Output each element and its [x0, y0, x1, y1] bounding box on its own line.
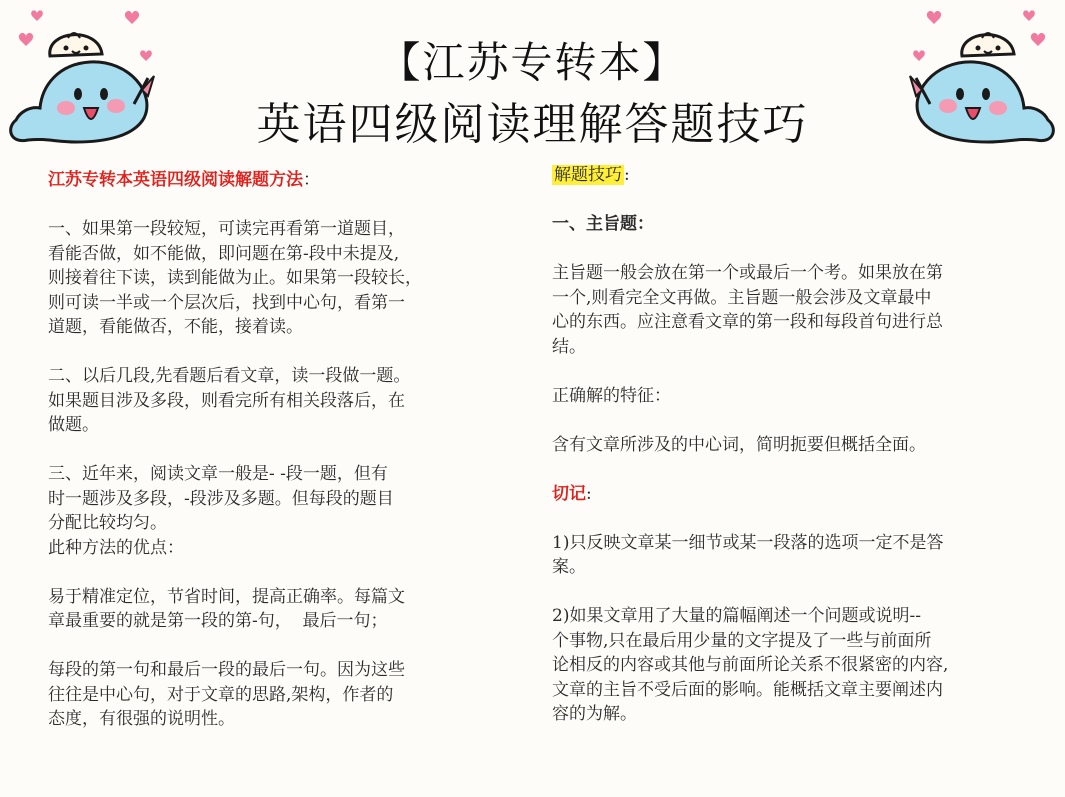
right-heading-text: 解题技巧: [554, 165, 622, 185]
right-paragraph-5: 2)如果文章用了大量的篇幅阐述一个问题或说明-- 个事物,只在最后用少量的文字提及了一些与前面所 论相反的内容或其他与前面所论关系不很紧密的内容, 文章的主旨不受后面的影响。能概括文章主要阐述内 容的为解。: [552, 606, 949, 724]
left-column: [48, 168, 503, 732]
left-paragraph-4: 易于精准定位，节省时间，提高正确率。每篇文 章最重要的就是第一段的第-句， 最后一句；: [48, 586, 405, 631]
right-warning-colon: :: [586, 483, 592, 504]
right-heading-colon: :: [624, 165, 630, 185]
page-title-line2: 英语四级阅读理解答题技巧: [256, 99, 809, 150]
left-paragraph-2: 二、以后几段,先看题后看文章，读一段做一题。 如果题目涉及多段，则看完所有相关段落后，在 做题。: [48, 366, 411, 435]
right-paragraph-4: 1)只反映文章某一细节或某一段落的选项一定不是答 案。: [552, 532, 944, 577]
left-paragraph-3: 三、近年来，阅读文章一般是- -段一题，但有 时一题涉及多段，-段涉及多题。但每段的题目 分配比较均匀。 此种方法的优点：: [48, 464, 394, 558]
left-paragraph-1: 一、如果第一段较短，可读完再看第一道题目， 看能否做，如不能做，即问题在第-段中未提及, 则接着往下读，读到能做为止。如果第一段较长， 则可读一半或一个层次后，找到中心句，看第一 道题，看能做否，不能，接着读。: [48, 219, 422, 337]
right-paragraph-1: 主旨题一般会放在第一个或最后一个考。如果放在第 一个,则看完全文再做。主旨题一般会涉及文章最中 心的东西。应注意看文章的第一段和每段首句进行总 结。: [552, 263, 943, 357]
left-paragraph-5: 每段的第一句和最后一段的最后一句。因为这些 往往是中心句，对于文章的思路,架构，作者的 态度，有很强的说明性。: [48, 660, 405, 729]
right-warning-text: 切记: [552, 483, 586, 504]
page-title-line1: 【江苏专转本】: [378, 38, 687, 87]
right-paragraph-3: 含有文章所涉及的中心词，简明扼要但概括全面。: [552, 434, 926, 455]
right-paragraph-2: 正确解的特征：: [552, 385, 671, 406]
right-warning: [552, 482, 1032, 507]
left-heading-colon: ：: [303, 170, 320, 190]
left-heading-text: 江苏专转本英语四级阅读解题方法: [48, 170, 303, 190]
right-column: [552, 163, 1032, 727]
left-heading: [48, 168, 503, 193]
right-heading: [552, 163, 1032, 188]
right-subheading-main-idea: 一、主旨题：: [552, 214, 654, 234]
